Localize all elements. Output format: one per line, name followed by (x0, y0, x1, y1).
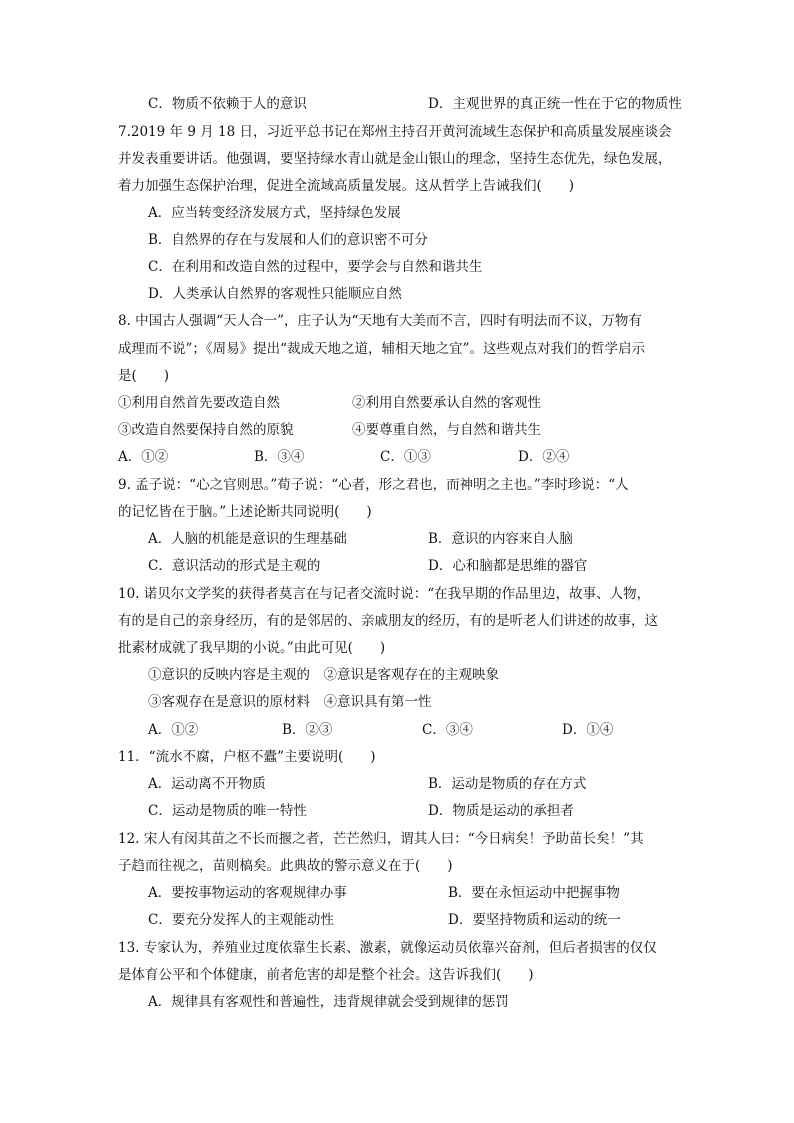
q13-stem-line-2: 是体育公平和个体健康，前者危害的却是整个社会。这告诉我们( ) (118, 967, 534, 983)
q11-option-b: B．运动是物质的存在方式 (428, 776, 587, 792)
q9-stem-line-2: 的记忆皆在于脑。”上述论断共同说明( ) (118, 504, 372, 520)
q12-stem-line-2: 子趋而往视之，苗则槁矣。此典故的警示意义在于( ) (118, 858, 453, 874)
q9-stem-line-1: 9. 孟子说：“心之官则思。”荀子说：“心者，形之君也，而神明之主也。”李时珍说：“人 (118, 477, 629, 493)
q11-option-a: A．运动离不开物质 (148, 776, 266, 792)
q13-stem-line-1: 13. 专家认为，养殖业过度依靠生长素、激素，就像运动员依靠兴奋剂，但后者损害的仅仅 (118, 940, 657, 956)
q7-option-c: C．在利用和改造自然的过程中，要学会与自然和谐共生 (148, 259, 483, 275)
q7-stem-line-2: 并发表重要讲话。他强调，要坚持绿水青山就是金山银山的理念，坚持生态优先，绿色发展， (118, 151, 672, 167)
q8-stem-line-2: 成理而不说”；《周易》提出“裁成天地之道，辅相天地之宜”。这些观点对我们的哲学启示 (118, 341, 645, 357)
q13-option-a: A．规律具有客观性和普遍性，违背规律就会受到规律的惩罚 (148, 994, 509, 1010)
q6-option-d: D．主观世界的真正统一性在于它的物质性 (428, 96, 682, 112)
q8-option-b: B．③④ (254, 449, 305, 465)
q8-item-4: ④要尊重自然，与自然和谐共生 (352, 422, 541, 438)
q11-option-d: D．物质是运动的承担者 (428, 803, 574, 819)
q8-option-a: A．①② (118, 449, 169, 465)
q9-option-a: A．人脑的机能是意识的生理基础 (148, 531, 347, 547)
q10-stem-line-3: 批素材成就了我早期的小说。”由此可见( ) (118, 640, 386, 656)
q11-stem: 11．“流水不腐，户枢不蠹”主要说明( ) (118, 749, 376, 765)
q12-stem-line-1: 12. 宋人有闵其苗之不长而揠之者，芒芒然归，谓其人曰：“今日病矣！予助苗长矣！”其 (118, 831, 644, 847)
q12-option-c: C．要充分发挥人的主观能动性 (148, 912, 334, 928)
q10-items-line-2: ③客观存在是意识的原材料 ④意识具有第一性 (148, 694, 432, 710)
q10-option-d: D．①④ (562, 722, 614, 738)
q9-option-d: D．心和脑都是思维的器官 (428, 558, 588, 574)
q8-item-3: ③改造自然要保持自然的原貌 (118, 422, 294, 438)
q8-stem-line-3: 是( ) (118, 368, 170, 384)
q10-stem-line-2: 有的是自己的亲身经历，有的是邻居的、亲戚朋友的经历，有的是听老人们讲述的故事，这 (118, 613, 658, 629)
q12-option-d: D．要坚持物质和运动的统一 (448, 912, 621, 928)
q9-option-c: C．意识活动的形式是主观的 (148, 558, 321, 574)
q12-option-b: B．要在永恒运动中把握事物 (448, 885, 620, 901)
q8-stem-line-1: 8. 中国古人强调“天人合一”，庄子认为“天地有大美而不言，四时有明法而不议，万物有 (118, 313, 642, 329)
q6-option-c: C．物质不依赖于人的意识 (148, 96, 307, 112)
q7-stem-line-3: 着力加强生态保护治理，促进全流域高质量发展。这从哲学上告诫我们( ) (118, 178, 575, 194)
q10-items-line-1: ①意识的反映内容是主观的 ②意识是客观存在的主观映象 (148, 667, 499, 683)
q7-option-b: B．自然界的存在与发展和人们的意识密不可分 (148, 232, 428, 248)
q7-option-a: A．应当转变经济发展方式，坚持绿色发展 (148, 205, 401, 221)
q10-option-a: A．①② (148, 722, 199, 738)
q7-stem-line-1: 7.2019 年 9 月 18 日，习近平总书记在郑州主持召开黄河流域生态保护和高质量发展座谈会 (118, 124, 672, 140)
q8-option-c: C．①③ (380, 449, 431, 465)
q8-item-1: ①利用自然首先要改造自然 (118, 395, 280, 411)
q11-option-c: C．运动是物质的唯一特性 (148, 803, 307, 819)
q10-option-c: C．③④ (422, 722, 473, 738)
q8-item-2: ②利用自然要承认自然的客观性 (352, 395, 541, 411)
q12-option-a: A．要按事物运动的客观规律办事 (148, 885, 347, 901)
q8-option-d: D．②④ (518, 449, 570, 465)
q7-option-d: D．人类承认自然界的客观性只能顺应自然 (148, 286, 402, 302)
q10-option-b: B．②③ (282, 722, 333, 738)
q10-stem-line-1: 10. 诺贝尔文学奖的获得者莫言在与记者交流时说：“在我早期的作品里边，故事、人物， (118, 586, 651, 602)
q9-option-b: B．意识的内容来自人脑 (428, 531, 573, 547)
